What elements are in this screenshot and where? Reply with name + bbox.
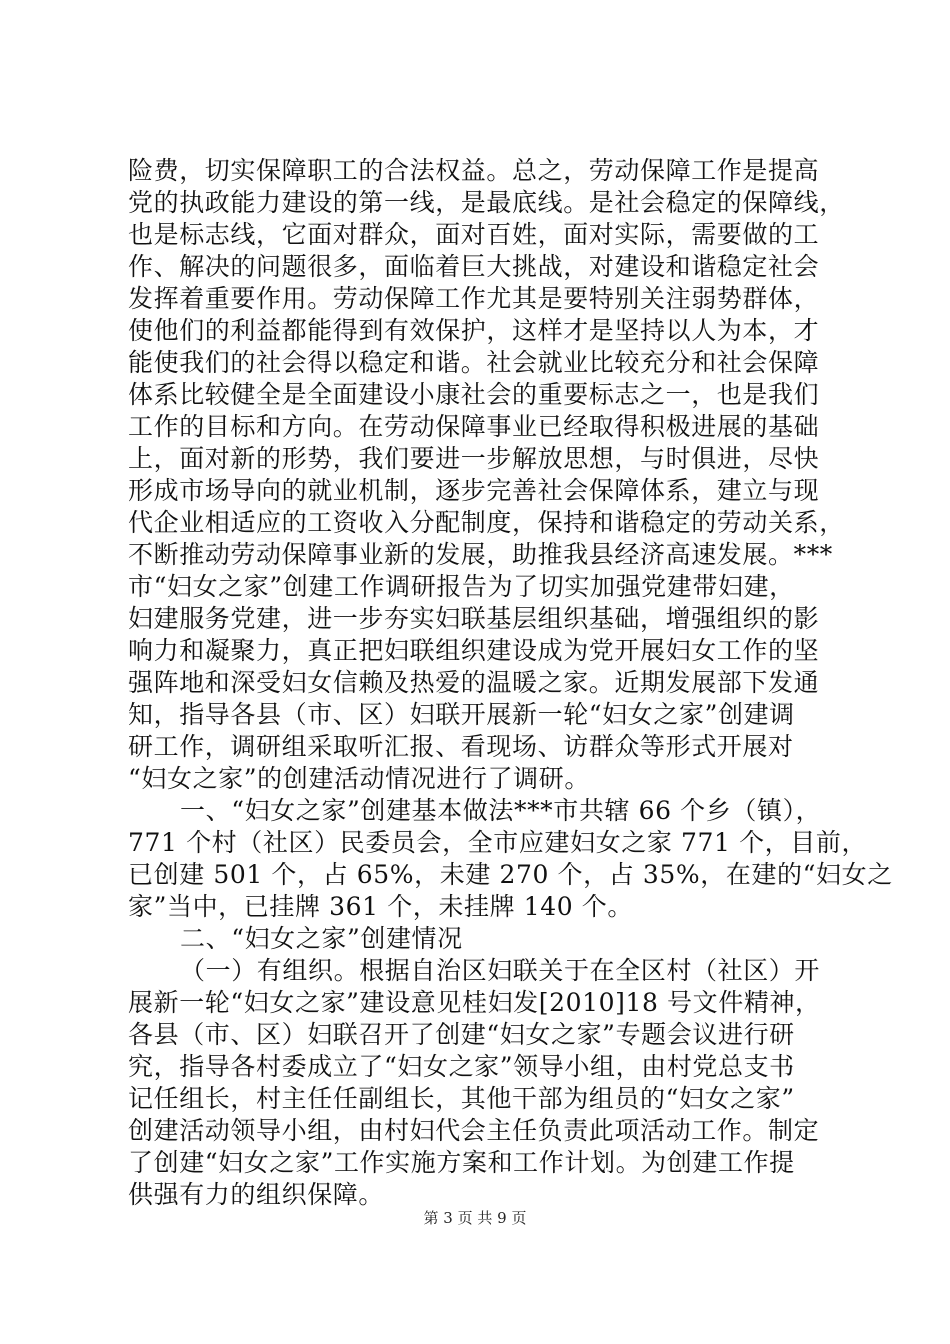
- text-line: “妇女之家”的创建活动情况进行了调研。: [128, 764, 590, 793]
- text-line: 知，指导各县（市、区）妇联开展新一轮“妇女之家”创建调: [128, 700, 795, 729]
- subsection-heading-1: （一）有组织。根据自治区妇联关于在全区村（社区）开: [180, 956, 821, 985]
- text-line: 妇建服务党建，进一步夯实妇联基层组织基础，增强组织的影: [128, 604, 820, 633]
- text-line: 家”当中，已挂牌 361 个，未挂牌 140 个。: [128, 892, 634, 921]
- section-heading-2: 二、“妇女之家”创建情况: [180, 924, 463, 953]
- text-line: 已创建 501 个，占 65%，未建 270 个，占 35%，在建的“妇女之: [128, 860, 893, 889]
- text-line: 也是标志线，它面对群众，面对百姓，面对实际，需要做的工: [128, 220, 820, 249]
- text-line: 代企业相适应的工资收入分配制度，保持和谐稳定的劳动关系，: [128, 508, 845, 537]
- text-line: 能使我们的社会得以稳定和谐。社会就业比较充分和社会保障: [128, 348, 820, 377]
- text-line: 体系比较健全是全面建设小康社会的重要标志之一，也是我们: [128, 380, 820, 409]
- text-line: 作、解决的问题很多，面临着巨大挑战，对建设和谐稳定社会: [128, 252, 820, 281]
- text-line: 市“妇女之家”创建工作调研报告为了切实加强党建带妇建，: [128, 572, 795, 601]
- text-line: 展新一轮“妇女之家”建设意见桂妇发[2010]18 号文件精神，: [128, 988, 821, 1017]
- text-line: 创建活动领导小组，由村妇代会主任负责此项活动工作。制定: [128, 1116, 820, 1145]
- page-number: 第 3 页 共 9 页: [423, 1209, 527, 1227]
- text-line: 了创建“妇女之家”工作实施方案和工作计划。为创建工作提: [128, 1148, 795, 1177]
- text-line: 响力和凝聚力，真正把妇联组织建设成为党开展妇女工作的坚: [128, 636, 820, 665]
- text-line: 研工作，调研组采取听汇报、看现场、访群众等形式开展对: [128, 732, 794, 761]
- text-line: 工作的目标和方向。在劳动保障事业已经取得积极进展的基础: [128, 412, 820, 441]
- text-line: 记任组长，村主任任副组长，其他干部为组员的“妇女之家”: [128, 1084, 795, 1113]
- text-line: 究，指导各村委成立了“妇女之家”领导小组，由村党总支书: [128, 1052, 795, 1081]
- section-heading-1: 一、“妇女之家”创建基本做法***市共辖 66 个乡（镇），: [180, 796, 822, 825]
- text-line: 上，面对新的形势，我们要进一步解放思想，与时俱进，尽快: [128, 444, 820, 473]
- body-text: [128, 155, 893, 1211]
- text-line: 强阵地和深受妇女信赖及热爱的温暖之家。近期发展部下发通: [128, 668, 820, 697]
- text-line: 党的执政能力建设的第一线，是最底线。是社会稳定的保障线，: [128, 188, 845, 217]
- text-line: 供强有力的组织保障。: [128, 1180, 385, 1209]
- text-line: 形成市场导向的就业机制，逐步完善社会保障体系，建立与现: [128, 476, 820, 505]
- text-line: 771 个村（社区）民委员会，全市应建妇女之家 771 个，目前，: [128, 828, 868, 857]
- page-footer: [0, 1208, 950, 1228]
- text-line: 使他们的利益都能得到有效保护，这样才是坚持以人为本，才: [128, 316, 820, 345]
- text-line: 不断推动劳动保障事业新的发展，助推我县经济高速发展。***: [128, 540, 833, 569]
- text-line: 发挥着重要作用。劳动保障工作尤其是要特别关注弱势群体，: [128, 284, 820, 313]
- text-line: 险费，切实保障职工的合法权益。总之，劳动保障工作是提高: [128, 156, 820, 185]
- text-line: 各县（市、区）妇联召开了创建“妇女之家”专题会议进行研: [128, 1020, 795, 1049]
